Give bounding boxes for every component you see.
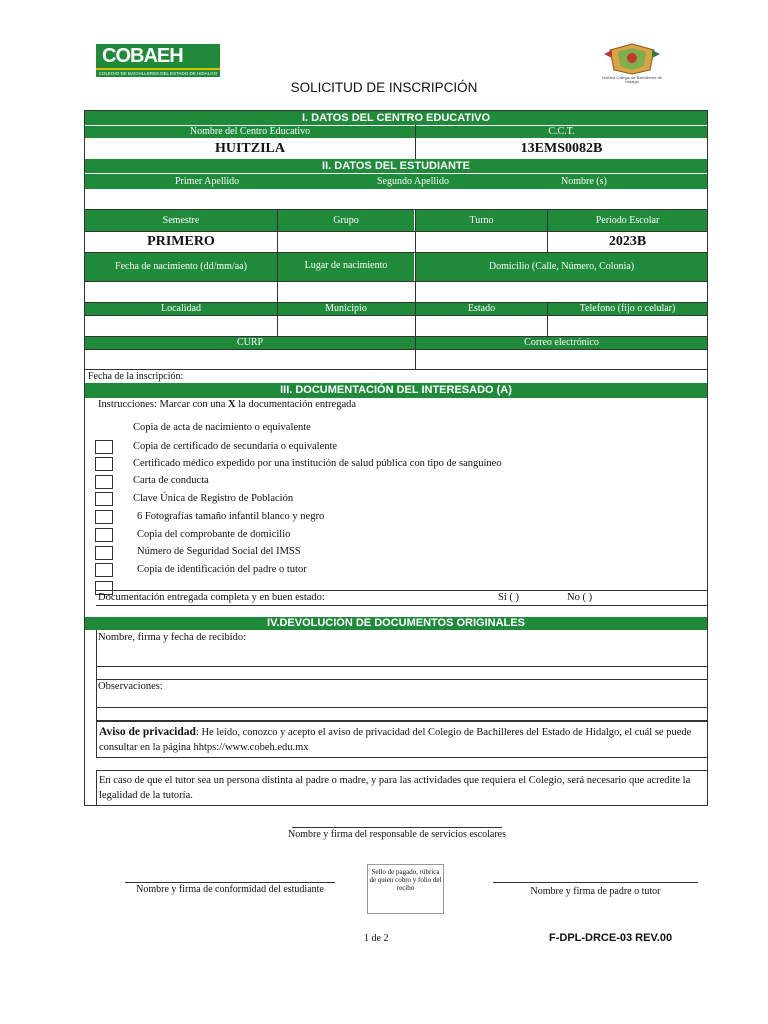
section3-heading: III. DOCUMENTACIÓN DEL INTERESADO (A) [85,383,707,398]
school-name-value[interactable]: HUITZILA [214,141,286,156]
instructions: Instrucciones: Marcar con una X la documentación entregada [98,399,357,410]
period-label: Periodo Escolar [548,210,707,231]
locality-input-row[interactable] [85,315,707,336]
checkbox-parent-id[interactable] [95,563,113,577]
shift-input[interactable] [416,231,547,253]
locality-label: Localidad [161,303,201,314]
cobaeh-logo [96,44,220,78]
birthdate-label: Fecha de nacimiento (dd/mm/aa) [85,253,277,281]
checkbox-medical[interactable] [95,457,113,471]
complete-no[interactable]: No ( ) [567,592,593,603]
checkbox-photos[interactable] [95,510,113,524]
section4-heading: IV.DEVOLUCIÓN DE DOCUMENTOS ORIGINALES [85,617,707,630]
parent-signature: Nombre y firma de padre o tutor [530,886,661,897]
logo-text: COBAEH [96,44,220,68]
doc-item-5: Clave Única de Registro de Población [133,493,294,504]
form-code: F-DPL-DRCE-03 REV.00 [549,932,673,944]
checkbox-conduct[interactable] [95,475,113,489]
complete-label: Documentación entregada completa y en buen estado: [98,592,325,603]
registration-form [84,110,708,806]
doc-item-7: Copia del comprobante de domicilio [137,529,291,540]
semester-value[interactable]: PRIMERO [147,234,215,249]
semester-label: Semestre [85,210,277,231]
birth-address-input[interactable] [85,281,707,302]
seal-caption: Huitzila Colegio de Bachilleres de Hidalgo [602,75,662,84]
curp-email-input[interactable] [85,349,707,369]
responsible-signature: Nombre y firma del responsable de servicios escolares [288,829,506,840]
school-name-label: Nombre del Centro Educativo [85,126,415,138]
received-input[interactable] [97,644,707,666]
doc-item-4: Carta de conducta [133,475,209,486]
checkbox-curp[interactable] [95,492,113,506]
section1-heading: I. DATOS DEL CENTRO EDUCATIVO [85,111,707,125]
names-input[interactable] [85,190,707,210]
period-value[interactable]: 2023B [608,234,647,249]
first-surname-label: Primer Apellido [175,176,240,187]
logo-subtitle: COLEGIO DE BACHILLERES DEL ESTADO DE HIDALGO [96,68,220,77]
student-signature: Nombre y firma de conformidad del estudiante [136,884,324,895]
names-label: Nombre (s) [561,176,607,187]
cct-label: C.C.T. [416,126,707,138]
received-label: Nombre, firma y fecha de recibido: [98,632,247,643]
stamp-label: Sello de pagado, rúbrica de quien cobro y folio del recibo [369,868,442,892]
privacy-notice: Aviso de privacidad: He leído, conozco y acepto el aviso de privacidad del Colegio de Bachilleres del Estado de Hidalgo, el cuál se puede consultar en la página hhtps://www.cobeh.edu.mx [99,726,692,753]
observations-label: Observaciones: [98,681,163,692]
address-label: Domicilio (Calle, Número, Colonia) [416,253,707,281]
doc-item-1: Copia de acta de nacimiento o equivalente [133,422,311,433]
doc-item-3: Certificado médico expedido por una institución de salud pública con tipo de sanguíneo [133,458,502,469]
email-label: Correo electrónico [416,337,707,349]
doc-item-2: Copia de certificado de secundaria o equivalente [133,441,338,452]
checkbox-imss[interactable] [95,546,113,560]
group-label: Grupo [278,210,414,231]
enroll-date-label: Fecha de la inscripción: [88,371,184,382]
complete-yes[interactable]: Si ( ) [498,592,519,603]
doc-item-9: Copia de identificación del padre o tutor [137,564,307,575]
doc-item-6: 6 Fotografías tamaño infantil blanco y negro [137,511,325,522]
state-label: Estado [467,303,496,314]
cct-value[interactable]: 13EMS0082B [520,141,603,156]
doc-item-8: Número de Seguridad Social del IMSS [137,546,301,557]
group-input[interactable] [278,231,414,253]
page-title: SOLICITUD DE INSCRIPCIÓN [290,80,478,95]
seal-icon [602,40,662,76]
payment-stamp-box [367,864,444,914]
curp-label: CURP [85,337,415,349]
checkbox-address-proof[interactable] [95,528,113,542]
second-surname-label: Segundo Apellido [377,176,449,187]
section2-heading: II. DATOS DEL ESTUDIANTE [85,159,707,173]
checkbox-certificate[interactable] [95,440,113,454]
shift-label: Turno [416,210,547,231]
municipality-label: Municipio [325,303,367,314]
tutor-note: En caso de que el tutor sea un persona distinta al padre o madre, y para las actividades que requiera el Colegio, será necesario que acredite la legalidad de la tutoría. [99,775,691,801]
phone-label: Telefono (fijo o celular) [579,303,676,314]
birthplace-label: Lugar de nacimiento [278,253,414,281]
page-number: 1 de 2 [364,933,389,944]
